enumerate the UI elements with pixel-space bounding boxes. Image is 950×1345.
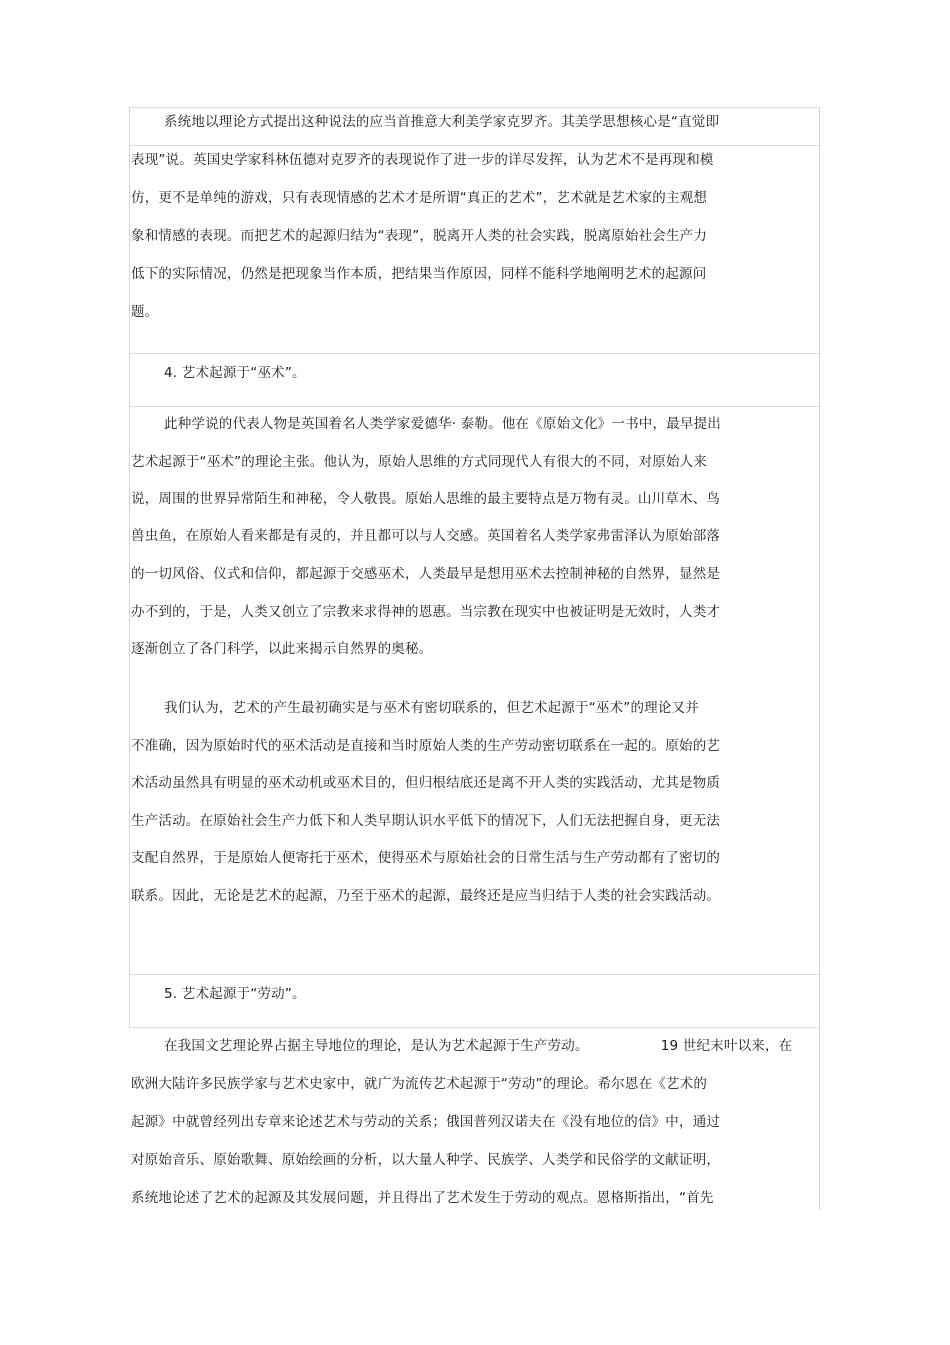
row-divider <box>129 353 819 354</box>
section-heading-witchcraft: 4. 艺术起源于“巫术”。 <box>164 365 306 381</box>
text-line: 不准确，因为原始时代的巫术活动是直接和当时原始人类的生产劳动密切联系在一起的。原始的艺 <box>131 738 721 754</box>
text-line: 艺术起源于“巫术”的理论主张。他认为，原始人思维的方式同现代人有很大的不同，对原始人来 <box>131 454 708 470</box>
text-line: 系统地以理论方式提出这种说法的应当首推意大利美学家克罗齐。其美学思想核心是“直觉即 <box>164 114 720 130</box>
text-line: 系统地论述了艺术的起源及其发展问题，并且得出了艺术发生于劳动的观点。恩格斯指出，“首先 <box>131 1190 714 1206</box>
text-line: 对原始音乐、原始歌舞、原始绘画的分析，以大量人种学、民族学、人类学和民俗学的文献证明， <box>131 1152 721 1168</box>
text-line: 表现”说。英国史学家科林伍德对克罗齐的表现说作了进一步的详尽发挥，认为艺术不是再现和模 <box>131 152 714 168</box>
row-divider <box>129 1027 819 1028</box>
text-line: 术活动虽然具有明显的巫术动机或巫术目的，但归根结底还是离不开人类的实践活动，尤其是物质 <box>131 775 721 791</box>
right-border <box>819 107 820 1210</box>
text-line: 办不到的，于是，人类又创立了宗教来求得神的恩惠。当宗教在现实中也被证明是无效时，人类才 <box>131 604 721 620</box>
text-segment: 19 世纪末叶以来，在 <box>660 1038 793 1054</box>
text-line: 象和情感的表现。而把艺术的起源归结为“表现”，脱离开人类的社会实践，脱离原始社会生产力 <box>131 228 708 244</box>
text-line: 逐渐创立了各门科学，以此来揭示自然界的奥秘。 <box>131 641 433 657</box>
text-line: 生产活动。在原始社会生产力低下和人类早期认识水平低下的情况下，人们无法把握自身，更无法 <box>131 813 721 829</box>
row-divider <box>129 107 819 108</box>
text-line: 低下的实际情况，仍然是把现象当作本质，把结果当作原因，同样不能科学地阐明艺术的起源问 <box>131 266 707 282</box>
section-heading-labor: 5. 艺术起源于“劳动”。 <box>164 986 306 1002</box>
row-divider <box>129 145 819 146</box>
text-line: 仿，更不是单纯的游戏，只有表现情感的艺术才是所谓“真正的艺术”，艺术就是艺术家的主观想 <box>131 190 708 206</box>
text-line: 题。 <box>131 304 159 320</box>
text-line <box>164 1037 792 1055</box>
row-divider <box>129 406 819 407</box>
text-line: 联系。因此，无论是艺术的起源，乃至于巫术的起源，最终还是应当归结于人类的社会实践活动。 <box>131 888 721 904</box>
text-line: 的一切风俗、仪式和信仰，都起源于交感巫术，人类最早是想用巫术去控制神秘的自然界，显然是 <box>131 566 721 582</box>
text-line: 支配自然界，于是原始人便寄托于巫术，使得巫术与原始社会的日常生活与生产劳动都有了密切的 <box>131 850 721 866</box>
text-line: 我们认为，艺术的产生最初确实是与巫术有密切联系的，但艺术起源于“巫术”的理论又并 <box>164 700 699 716</box>
text-segment: 在我国文艺理论界占据主导地位的理论，是认为艺术起源于生产劳动。 <box>164 1038 589 1054</box>
text-line: 起源》中就曾经列出专章来论述艺术与劳动的关系；俄国普列汉诺夫在《没有地位的信》中，通过 <box>131 1114 721 1130</box>
text-line: 兽虫鱼，在原始人看来都是有灵的，并且都可以与人交感。英国着名人类学家弗雷泽认为原始部落 <box>131 528 721 544</box>
text-line: 此种学说的代表人物是英国着名人类学家爱德华· 泰勒。他在《原始文化》一书中，最早提出 <box>164 416 721 432</box>
text-line: 欧洲大陆许多民族学家与艺术史家中，就广为流传艺术起源于“劳动”的理论。希尔恩在《艺术的 <box>131 1076 708 1092</box>
row-divider <box>129 974 819 975</box>
text-line: 说，周围的世界异常陌生和神秘，令人敬畏。原始人思维的最主要特点是万物有灵。山川草木、鸟 <box>131 491 721 507</box>
left-border-top <box>129 107 130 1027</box>
